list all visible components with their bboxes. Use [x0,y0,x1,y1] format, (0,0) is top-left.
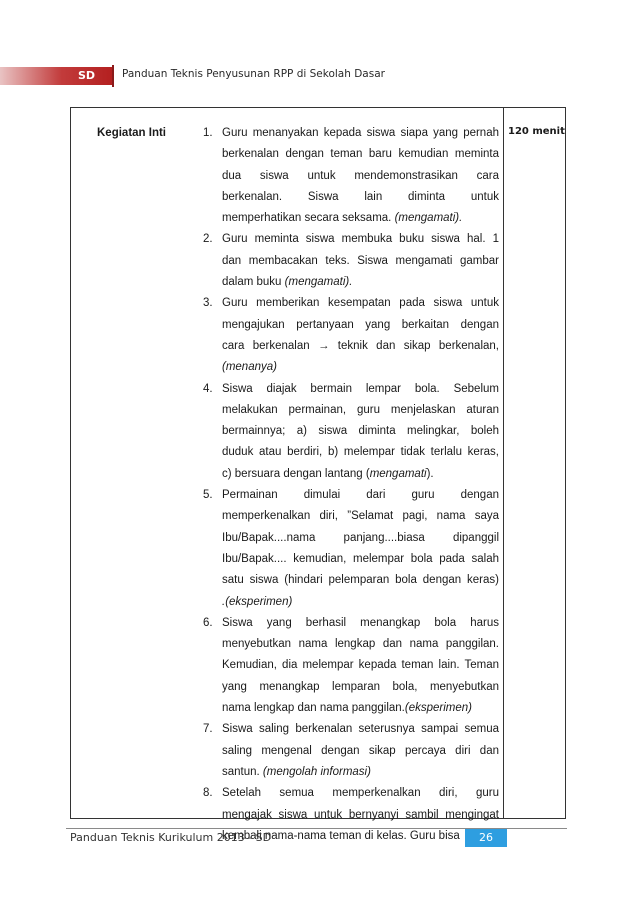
table-column-divider [503,107,504,819]
list-item-line: Siswa diajak bermain lempar bola. Sebelum [222,382,499,395]
list-item-line: Siswa saling berkenalan seterusnya sampai semua [222,723,499,736]
list-item-number: 5. [203,489,213,502]
list-item-line: satu siswa (hindari pelemparan bola dengan keras) [222,574,499,587]
list-item-line: Kemudian, dia melempar kepada teman lain. Teman [222,659,499,672]
list-item-number: 6. [203,616,213,629]
list-item-line: memperkenalkan diri, ”Selamat pagi, nama saya [222,510,499,523]
list-item-line: melakukan permainan, guru menjelaskan aturan [222,403,499,416]
header-badge: SD [78,69,96,82]
list-item-line: yang menangkap lemparan bola, menyebutkan [222,680,499,693]
list-item-line: mengajak siswa untuk bernyanyi sambil mengingat [222,808,499,821]
list-item [203,379,499,485]
list-item-line: Guru meminta siswa membuka buku siswa hal. 1 [222,233,499,246]
list-item-line: santun. (mengolah informasi) [222,765,371,778]
list-item-line: berkenalan dengan teman baru kemudian meminta [222,148,499,161]
list-item-line: dalam buku (mengamati). [222,276,353,289]
list-item-number: 1. [203,127,213,139]
list-item-line: kembali nama-nama teman di kelas. Guru bisa [222,829,460,842]
list-item-line: Permainan dimulai dari guru dengan [222,489,499,502]
list-item-number: 7. [203,723,213,736]
list-item-line: bermainnya; a) siswa diminta melingkar, boleh [222,425,499,438]
list-item-line: dan membacakan teks. Siswa mengamati gambar [222,254,499,267]
list-item-line: duduk atau berdiri, b) melempar tidak terlalu keras, [222,446,499,459]
list-item-line: saling mengenal dengan sikap percaya diri dan [222,744,499,757]
list-item-number: 4. [203,382,213,395]
list-item-line: Ibu/Bapak....nama panjang....biasa dipanggil [222,531,499,544]
list-item-line: Guru menanyakan kepada siswa siapa yang pernah [222,127,499,139]
list-item-line: berkenalan. Siswa lain diminta untuk [222,190,499,203]
list-item-line: Setelah semua memperkenalkan diri, guru [222,787,499,800]
list-item-line: (menanya) [222,361,277,374]
list-item-line: memperhatikan secara seksama. (mengamati). [222,212,463,225]
list-item [203,229,499,293]
list-item-line: Guru memberikan kesempatan pada siswa untuk [222,297,499,310]
list-item [203,485,499,613]
footer-text: Panduan Teknis Kurikulum 2013 - SD [70,831,272,844]
list-item [203,293,499,378]
list-item [203,613,499,719]
list-item-line: dua siswa untuk mendemonstrasikan cara [222,169,499,182]
list-item-line: cara berkenalan → teknik dan sikap berkenalan, [222,339,499,352]
list-item-line: mengajukan pertanyaan yang berkaitan dengan [222,318,499,331]
header-color-bar [0,67,112,85]
list-item-number: 8. [203,787,213,800]
list-item-line: nama lengkap dan nama panggilan.(eksperimen) [222,702,472,715]
list-item-number: 2. [203,233,213,246]
page-number: 26 [465,829,507,847]
list-item [203,719,499,783]
header-title: Panduan Teknis Penyusunan RPP di Sekolah Dasar [122,68,385,80]
list-item-line: Ibu/Bapak.... kemudian, melempar bola pada salah [222,552,499,565]
list-item-line: menyebutkan nama lengkap dan nama panggilan. [222,638,499,651]
list-item-line: c) bersuara dengan lantang (mengamati). [222,467,434,480]
header-separator [112,65,114,87]
list-item-number: 3. [203,297,213,310]
list-item-line: .(eksperimen) [222,595,293,608]
list-item-line: Siswa yang berhasil menangkap bola harus [222,616,499,629]
activity-label: Kegiatan Inti [97,127,167,139]
list-item [203,123,499,229]
duration-label: 120 menit [508,126,565,137]
